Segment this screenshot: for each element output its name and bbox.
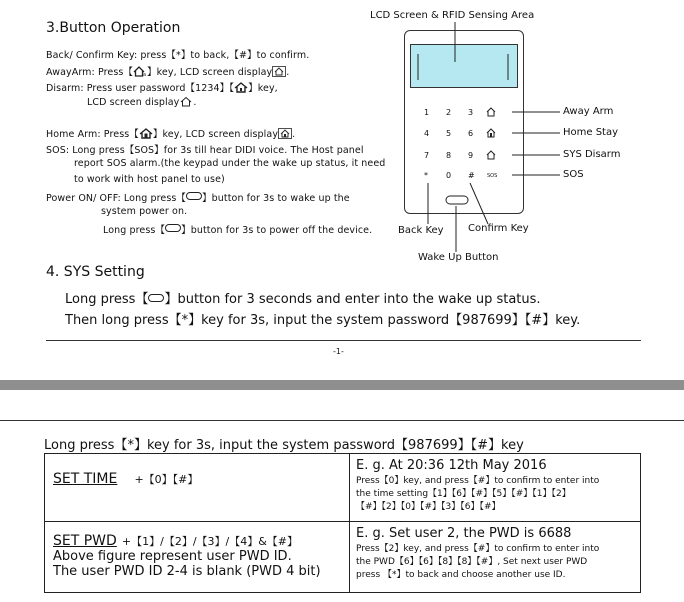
sys-disarm-label: SYS Disarm (563, 149, 621, 160)
sos-label: SOS (563, 169, 584, 180)
table-row-set-pwd (45, 522, 641, 593)
key-hash: # (468, 171, 475, 180)
page2-header: Long press【*】key for 3s, input the system password【987699】【#】key (44, 438, 524, 453)
settings-table (44, 453, 641, 593)
wake-up-label: Wake Up Button (418, 252, 499, 263)
key-home-stay-icon (486, 128, 498, 138)
power-text-1: Power ON/ OFF: Long press【 】button for 3s to wake up the (46, 193, 350, 204)
set-time-desc-3: 【#】【2】【0】【#】【3】【6】【#】 (356, 502, 501, 512)
key-1: 1 (424, 108, 430, 117)
power-text-2: system power on. (101, 206, 188, 217)
key-3: 3 (468, 108, 474, 117)
key-7: 7 (424, 151, 430, 160)
power-text-3: Long press【 】button for 3s to power off the device. (103, 225, 373, 236)
key-4: 4 (424, 129, 430, 138)
set-pwd-example: E. g. Set user 2, the PWD is 6688 (356, 526, 572, 541)
set-pwd-line3: The user PWD ID 2-4 is blank (PWD 4 bit) (53, 564, 321, 579)
set-pwd-desc-1: Press【2】key, and press【#】to confirm to enter into (356, 544, 600, 554)
key-5: 5 (446, 129, 452, 138)
key-9: 9 (468, 151, 474, 160)
key-star: * (424, 171, 428, 180)
key-6: 6 (468, 129, 474, 138)
key-8: 8 (446, 151, 452, 160)
away-arm-text: AwayArm: Press【 a 】key, LCD screen display . (46, 67, 290, 78)
section4-line2: Then long press【*】key for 3s, input the system password【987699】【#】key. (65, 313, 581, 328)
disarm-text: Disarm: Press user password【1234】【 】key, (46, 83, 278, 94)
page2-top-rule (0, 420, 684, 421)
disarm-lcd-text: LCD screen display . (87, 97, 197, 108)
set-pwd-cell (45, 522, 350, 593)
set-time-title: SET TIME (53, 471, 118, 487)
section3-title: 3.Button Operation (46, 20, 181, 36)
set-pwd-desc-2: the PWD【6】【6】【8】【8】【#】, Set next user PWD (356, 557, 588, 567)
wake-button-icon (148, 294, 164, 302)
key-sos: SOS (487, 173, 498, 179)
confirm-key-label: Confirm Key (468, 223, 529, 234)
section4-line1: Long press【 】button for 3 seconds and enter into the wake up status. (65, 292, 541, 307)
set-pwd-keys: +【1】/【2】/【3】/【4】&【#】 (121, 535, 299, 548)
key-0: 0 (446, 171, 452, 180)
set-time-desc-1: Press【0】key, and press【#】to confirm to enter into (356, 476, 600, 486)
key-away-arm-icon (486, 107, 498, 117)
manual-page-2 (0, 390, 684, 602)
table-row-set-time (45, 454, 641, 522)
set-pwd-title: SET PWD (53, 533, 117, 549)
set-pwd-desc-3: press 【*】to back and choose another use ID. (356, 570, 566, 580)
set-time-keys: +【0】【#】 (134, 473, 199, 486)
set-pwd-example-cell (350, 522, 641, 593)
section4-title: 4. SYS Setting (46, 264, 145, 280)
set-time-desc-2: the time setting【1】【6】【#】【5】【#】【1】【2】 (356, 489, 571, 499)
key-disarm-icon (486, 150, 498, 160)
sos-text-3: to work with host panel to use) (74, 174, 225, 185)
sos-text-1: SOS: Long press【SOS】for 3s till hear DIDI voice. The Host panel (46, 145, 364, 156)
set-pwd-line2: Above figure represent user PWD ID. (53, 549, 292, 564)
home-stay-label: Home Stay (563, 127, 619, 138)
set-time-cell (45, 454, 350, 522)
set-time-example: E. g. At 20:36 12th May 2016 (356, 458, 547, 473)
page-number: -1- (333, 347, 344, 356)
lcd-rfid-label: LCD Screen & RFID Sensing Area (370, 10, 535, 21)
back-confirm-text: Back/ Confirm Key: press【*】to back,【#】to confirm. (46, 50, 310, 61)
svg-text:a: a (143, 72, 147, 77)
away-arm-label: Away Arm (563, 106, 614, 117)
sos-text-2: report SOS alarm.(the keypad under the wake up status, it need (74, 158, 386, 169)
back-key-label: Back Key (398, 225, 444, 236)
home-arm-text: Home Arm: Press【 】key, LCD screen display . (46, 129, 296, 140)
key-2: 2 (446, 108, 452, 117)
set-time-example-cell (350, 454, 641, 522)
page-divider (46, 340, 641, 341)
